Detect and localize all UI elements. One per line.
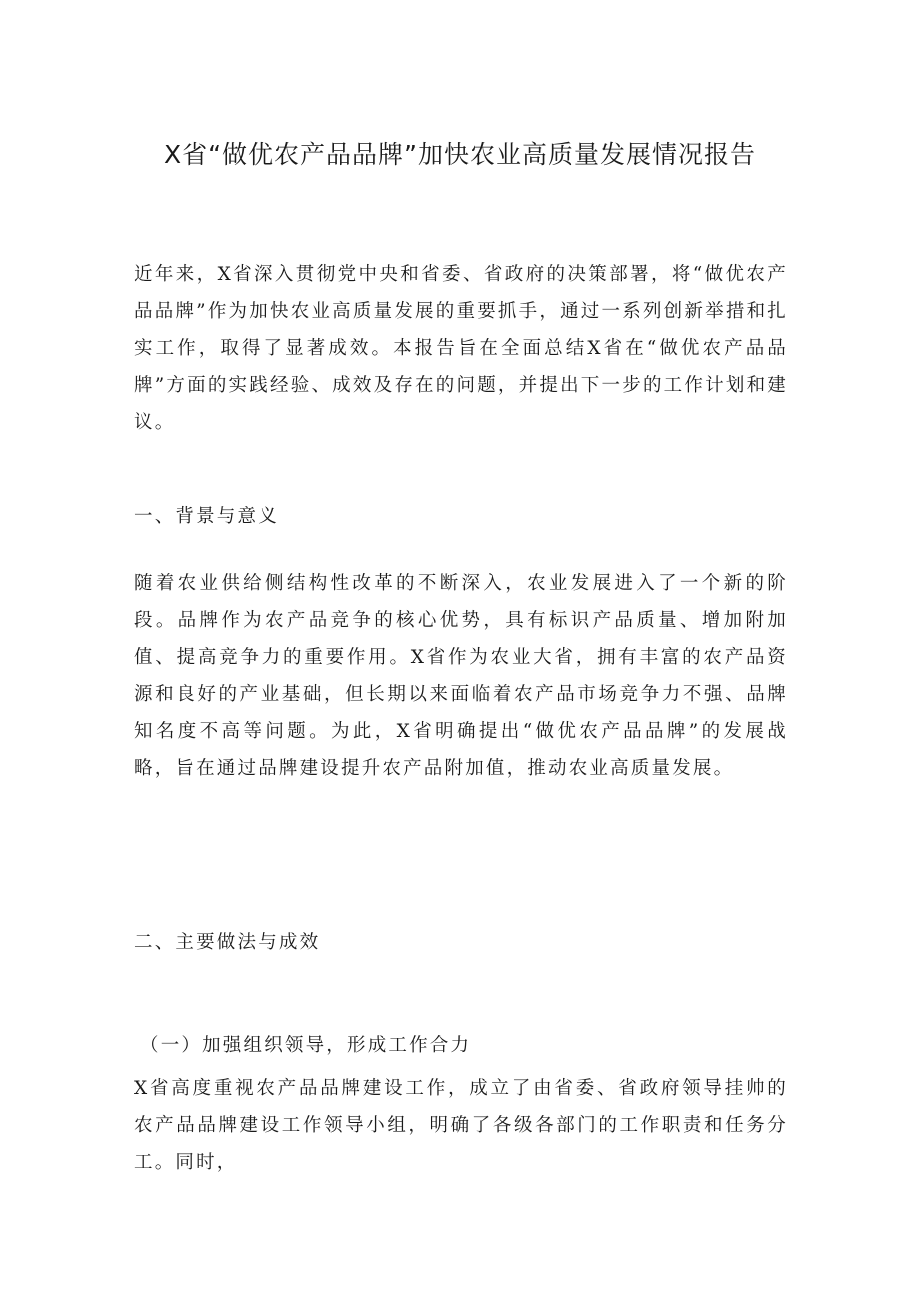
section-2-paragraph: X省高度重视农产品品牌建设工作，成立了由省委、省政府领导挂帅的农产品品牌建设工作领导小组，明确了各级各部门的工作职责和任务分工。同时，: [134, 1078, 788, 1173]
document-title: X省“做优农产品品牌”加快农业高质量发展情况报告: [163, 140, 757, 169]
section-1-heading: 一、背景与意义: [134, 506, 279, 527]
section-2-subheading: （一）加强组织领导，形成工作合力: [140, 1035, 472, 1056]
intro-paragraph: 近年来，X省深入贯彻党中央和省委、省政府的决策部署，将“做优农产品品牌”作为加快农业高质量发展的重要抓手，通过一系列创新举措和扎实工作，取得了显著成效。本报告旨在全面总结X省在“做优农产品品牌”方面的实践经验、成效及存在的问题，并提出下一步的工作计划和建议。: [134, 264, 788, 433]
section-2-heading: 二、主要做法与成效: [134, 932, 321, 953]
section-1-paragraph: 随着农业供给侧结构性改革的不断深入，农业发展进入了一个新的阶段。品牌作为农产品竞争的核心优势，具有标识产品质量、增加附加值、提高竞争力的重要作用。X省作为农业大省，拥有丰富的农产品资源和良好的产业基础，但长期以来面临着农产品市场竞争力不强、品牌知名度不高等问题。为此，X省明确提出“做优农产品品牌”的发展战略，旨在通过品牌建设提升农产品附加值，推动农业高质量发展。: [134, 573, 788, 779]
